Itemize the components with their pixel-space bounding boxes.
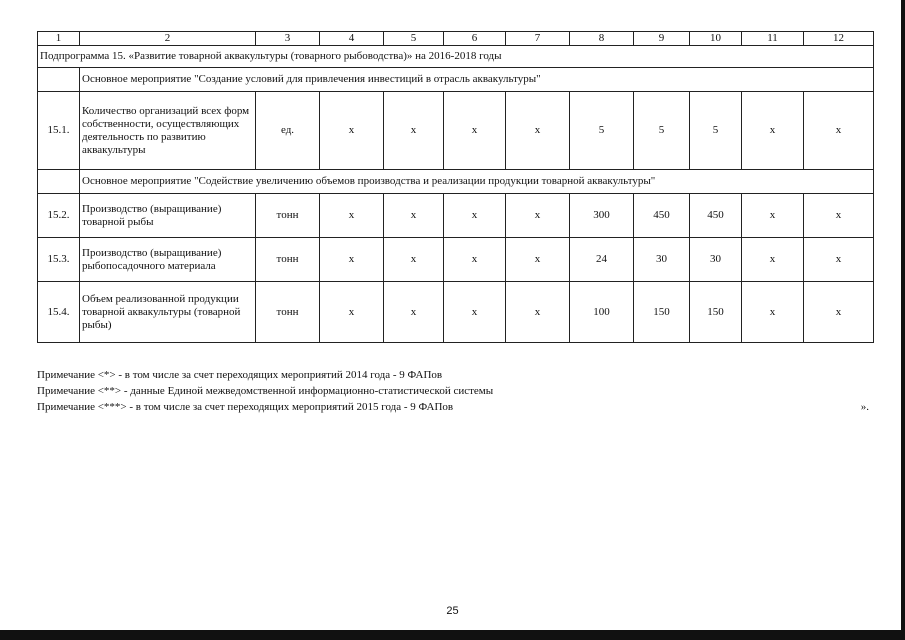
row-number: 15.1. (38, 92, 80, 170)
column-number: 12 (804, 32, 874, 46)
unit-cell: тонн (256, 194, 320, 238)
column-number: 8 (570, 32, 634, 46)
page-number: 25 (446, 605, 459, 617)
note-text: Примечание <*> - в том числе за счет переходящих мероприятий 2014 года - 9 ФАПов (37, 369, 443, 381)
column-number: 10 (690, 32, 742, 46)
note-line (37, 399, 873, 415)
value-cell: х (384, 194, 444, 238)
value-cell: х (742, 238, 804, 282)
column-number: 3 (256, 32, 320, 46)
value-cell: х (320, 238, 384, 282)
value-cell: х (444, 194, 506, 238)
value-cell: 100 (570, 282, 634, 343)
scan-edge-bottom (0, 630, 905, 640)
value-cell: х (444, 282, 506, 343)
value-cell: х (506, 282, 570, 343)
note-line (37, 367, 873, 383)
value-cell: х (506, 238, 570, 282)
value-cell: х (742, 92, 804, 170)
column-number: 11 (742, 32, 804, 46)
value-cell: х (384, 92, 444, 170)
row-number: 15.4. (38, 282, 80, 343)
table-row (38, 92, 874, 170)
value-cell: 24 (570, 238, 634, 282)
value-cell: 300 (570, 194, 634, 238)
event-title: Основное мероприятие "Содействие увеличению объемов производства и реализации продукции товарной аквакультуры" (80, 170, 874, 194)
subprogram-row (38, 46, 874, 68)
event-row (38, 170, 874, 194)
empty-cell (38, 68, 80, 92)
value-cell: х (444, 92, 506, 170)
unit-cell: тонн (256, 238, 320, 282)
value-cell: 150 (690, 282, 742, 343)
unit-cell: тонн (256, 282, 320, 343)
note-text: Примечание <**> - данные Единой межведомственной информационно-статистической системы (37, 385, 494, 397)
value-cell: х (742, 194, 804, 238)
indicator-name: Производство (выращивание) товарной рыбы (80, 194, 256, 238)
value-cell: 30 (690, 238, 742, 282)
value-cell: х (742, 282, 804, 343)
table-row (38, 194, 874, 238)
value-cell: х (506, 194, 570, 238)
value-cell: х (804, 238, 874, 282)
column-number: 9 (634, 32, 690, 46)
closing-quote-mark: ». (860, 401, 869, 413)
value-cell: 450 (690, 194, 742, 238)
value-cell: х (384, 282, 444, 343)
column-number-row (38, 32, 874, 46)
value-cell: х (804, 92, 874, 170)
column-number: 1 (38, 32, 80, 46)
column-number: 7 (506, 32, 570, 46)
scan-edge-right (901, 0, 905, 640)
row-number: 15.3. (38, 238, 80, 282)
value-cell: х (804, 194, 874, 238)
note-line (37, 383, 873, 399)
value-cell: 150 (634, 282, 690, 343)
column-number: 4 (320, 32, 384, 46)
value-cell: х (320, 282, 384, 343)
value-cell: 450 (634, 194, 690, 238)
indicator-name: Производство (выращивание) рыбопосадочного материала (80, 238, 256, 282)
table-row (38, 282, 874, 343)
indicators-table (37, 31, 874, 343)
value-cell: х (444, 238, 506, 282)
table-row (38, 238, 874, 282)
subprogram-title: Подпрограмма 15. «Развитие товарной аквакультуры (товарного рыбоводства)» на 2016-2018 годы (38, 46, 874, 68)
value-cell: 5 (570, 92, 634, 170)
empty-cell (38, 170, 80, 194)
value-cell: х (320, 194, 384, 238)
notes (37, 367, 873, 415)
value-cell: 5 (634, 92, 690, 170)
column-number: 5 (384, 32, 444, 46)
note-text: Примечание <***> - в том числе за счет переходящих мероприятий 2015 года - 9 ФАПов (37, 401, 454, 413)
event-title: Основное мероприятие "Создание условий для привлечения инвестиций в отрасль аквакультуры" (80, 68, 874, 92)
column-number: 6 (444, 32, 506, 46)
value-cell: х (384, 238, 444, 282)
value-cell: х (804, 282, 874, 343)
value-cell: х (320, 92, 384, 170)
indicator-name: Количество организаций всех форм собственности, осуществляющих деятельность по развитию аквакультуры (80, 92, 256, 170)
value-cell: х (506, 92, 570, 170)
event-row (38, 68, 874, 92)
row-number: 15.2. (38, 194, 80, 238)
unit-cell: ед. (256, 92, 320, 170)
column-number: 2 (80, 32, 256, 46)
value-cell: 30 (634, 238, 690, 282)
value-cell: 5 (690, 92, 742, 170)
indicator-name: Объем реализованной продукции товарной аквакультуры (товарной рыбы) (80, 282, 256, 343)
